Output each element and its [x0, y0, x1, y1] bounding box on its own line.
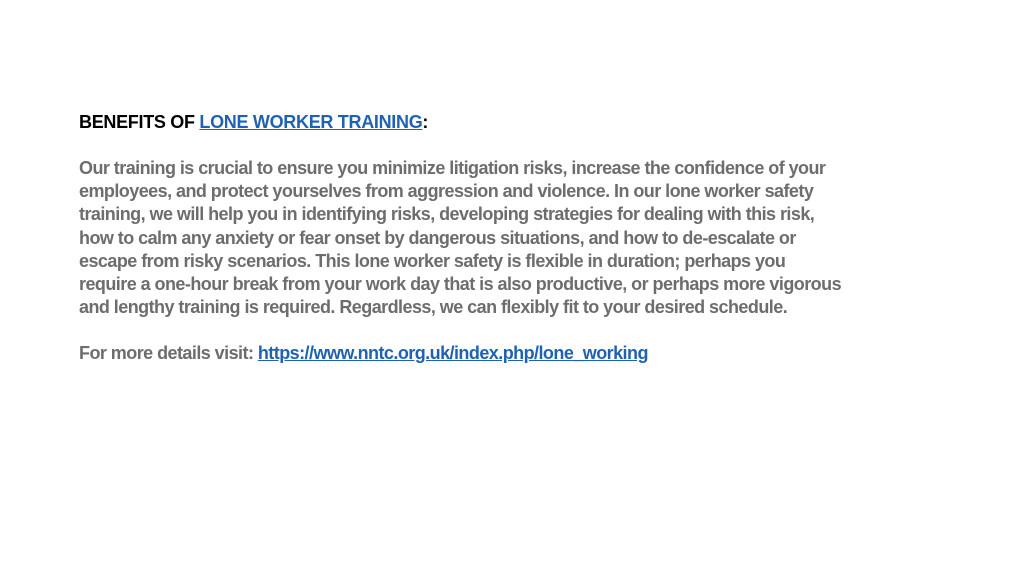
heading-suffix: :: [422, 112, 429, 132]
body-line: escape from risky scenarios. This lone worker safety is flexible in duration; perhaps you: [79, 250, 786, 271]
lone-worker-training-link[interactable]: LONE WORKER TRAINING: [199, 112, 423, 132]
details-line: [79, 342, 899, 365]
details-label: For more details visit:: [79, 343, 258, 364]
benefits-heading: [79, 111, 899, 134]
body-line: and lengthy training is required. Regardless, we can flexibly fit to your desired schedule.: [79, 297, 788, 318]
body-line: how to calm any anxiety or fear onset by dangerous situations, and how to de-escalate or: [79, 227, 796, 248]
body-line: training, we will help you in identifying risks, developing strategies for dealing with this risk,: [79, 204, 815, 225]
body-line: Our training is crucial to ensure you minimize litigation risks, increase the confidence of your: [79, 158, 826, 178]
body-line: employees, and protect yourselves from aggression and violence. In our lone worker safety: [79, 181, 814, 202]
body-paragraph: [79, 157, 899, 319]
slide-content: [79, 111, 899, 365]
details-url-link[interactable]: https://www.nntc.org.uk/index.php/lone_working: [257, 343, 648, 364]
heading-prefix: BENEFITS OF: [79, 112, 200, 132]
body-line: require a one-hour break from your work day that is also productive, or perhaps more vigorous: [79, 274, 842, 295]
